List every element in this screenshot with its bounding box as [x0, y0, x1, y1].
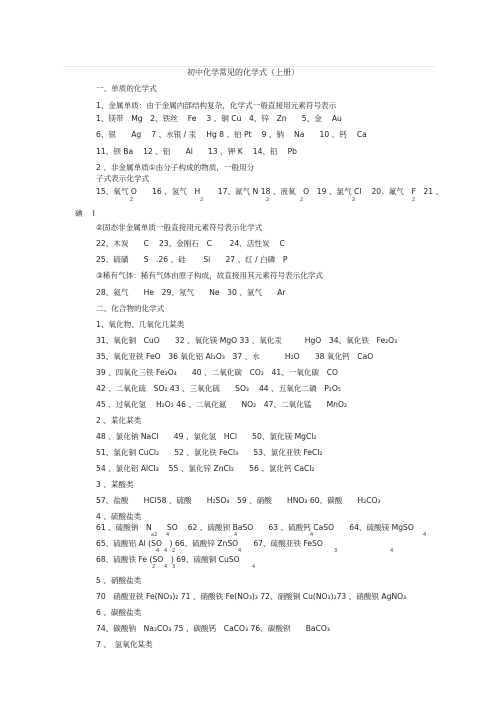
- text-line: 6、银 Ag 7 、水银 / 汞 Hg 8 、铂 Pt 9 、钠 Na 10 、钙 Ca: [96, 130, 367, 139]
- subscript: a2: [151, 532, 158, 538]
- text-line: 6 、碳酸盐类: [96, 608, 142, 617]
- subscript: 3: [172, 564, 176, 570]
- subscript: 2: [130, 197, 134, 203]
- subscript: 4: [234, 532, 238, 538]
- text-line: 5 、硝酸盐类: [96, 576, 142, 585]
- text-line: ③稀有气体：稀有气体由原子构成，故直接用其元素符号表示化学式: [96, 271, 324, 280]
- subscript: 4: [164, 548, 168, 554]
- text-line: 7 、 氢氧化某类: [96, 640, 153, 649]
- subscript: 4: [166, 532, 170, 538]
- text-line: 57、盐酸 HCl58 、硫酸 H₂SO₄ 59 、硝酸 HNO₃ 60、碳酸 H₂CO₃: [96, 496, 381, 505]
- subscript: 4: [156, 548, 160, 554]
- text-line: 45 、过氧化氢 H₂O₂ 46 、二氧化氮 NO₂ 47、二氧化锰 MnO₂: [96, 400, 347, 409]
- text-line: ②固态非金属单质一般直接用元素符号表示化学式: [96, 223, 263, 232]
- subscript: 2: [266, 197, 270, 203]
- text-line: 2 、非金属单质①由分子构成的物质，一般用分: [96, 163, 255, 172]
- text-line: 54 、氯化铝 AlCl₃ 55 、氯化锌 ZnCl₂ 56 、氯化钙 CaCl₂: [96, 464, 315, 473]
- subscript: 4: [310, 532, 314, 538]
- subscript: 4: [238, 548, 242, 554]
- section-heading: 一、单质的化学式: [96, 84, 157, 93]
- subscript: 4: [390, 548, 394, 554]
- text-line: 61 、硫酸钠 N SO 62 、硫酸钡 BaSO 63 、硫酸钙 CaSO 64、硫酸镁 MgSO: [96, 523, 414, 532]
- subscript: 2: [412, 197, 416, 203]
- text-line: 42 、二氧化硫 SO₂ 43 、三氧化硫 SO₃ 44 、五氧化二磷 P₂O₅: [96, 384, 341, 393]
- text-line: 51、氯化铜 CuCl₂ 52 、氯化铁 FeCl₃ 53、氯化亚铁 FeCl₂: [96, 448, 323, 457]
- title-divider: [63, 66, 435, 67]
- subscript: 2: [172, 548, 176, 554]
- text-line: 31、氧化铜 CuO 32 、氧化镁 MgO 33 、氧化汞 HgO 34、氧化铁 Fe₂O₃: [96, 336, 398, 345]
- text-line: 1、镁带 Mg 2、铁丝 Fe 3 、铜 Cu 4、锌 Zn 5、金 Au: [96, 114, 342, 123]
- text-line: 3 、某酸类: [96, 480, 134, 489]
- section-heading: 二、化合物的化学式: [96, 304, 165, 313]
- subscript: 2: [352, 197, 356, 203]
- text-line: 25、硫磺 S .26 、硅 Si 27 、红 / 白磷 P: [96, 255, 288, 264]
- subscript: 2: [152, 564, 156, 570]
- subscript: 4: [252, 564, 256, 570]
- text-line: 39 、四氧化三铁 Fe₃O₄ 40 、二氧化碳 CO₂ 41、一氧化碳 CO: [96, 368, 338, 377]
- text-line: 48 、氯化钠 NaCl 49 、氯化氢 HCl 50、氯化镁 MgCl₂: [96, 432, 317, 441]
- text-line: 35、氧化亚铁 FeO 36 氧化铝 Al₂O₃ 37 、水 H₂O 38 氧化钙 CaO: [96, 352, 374, 361]
- text-line: 65、硫酸铝 Al (SO ) 66、硫酸锌 ZnSO 67、硫酸亚铁 FeSO: [96, 539, 323, 548]
- text-line: 子式表示化学式: [96, 174, 150, 183]
- text-line: 2 、某化某类: [96, 416, 142, 425]
- text-line: 1、金属单质：由于金属内部结构复杂，化学式一般直接用元素符号表示: [96, 101, 337, 110]
- text-line: 碘 I: [75, 209, 95, 218]
- page-title: 初中化学常见的化学式（上册）: [187, 68, 299, 77]
- text-line: 22、木炭 C 23、金刚石 C 24、活性炭 C: [96, 239, 285, 248]
- text-line: 74、碳酸钠 Na₂CO₃ 75 、碳酸钙 CaCO₃ 76、碳酸钡 BaCO₃: [96, 624, 330, 633]
- text-line: 70 硝酸亚铁 Fe(NO₃)₂ 71 、硝酸铁 Fe(NO₃)₃ 72、硝酸铜 Cu(NO₃)₂73 、硝酸银 AgNO₃: [96, 592, 407, 601]
- subscript: 2: [200, 197, 204, 203]
- text-line: 68、硫酸铁 Fe (SO ) 69、硫酸铜 CuSO: [96, 555, 240, 564]
- subscript: 3: [334, 548, 338, 554]
- text-line: 1、氧化物、几氧化几某类: [96, 320, 185, 329]
- subscript: 4: [423, 532, 427, 538]
- subscript: 2: [300, 197, 304, 203]
- text-line: 28、氦气 He 29、氖气 Ne 30 、氩气 Ar: [96, 288, 286, 297]
- text-line: 11、钡 Ba 12 、铝 Al 13 、钾 K 14、铅 Pb: [96, 147, 297, 156]
- text-line: 4 、硫酸盐类: [96, 512, 142, 521]
- text-line: 15、氧气 O 16 、氢气 H 17、氮气 N 18 、液氧 O 19 、氯气 Cl 20、氟气 F 21 、: [96, 187, 444, 196]
- subscript: 4: [164, 564, 168, 570]
